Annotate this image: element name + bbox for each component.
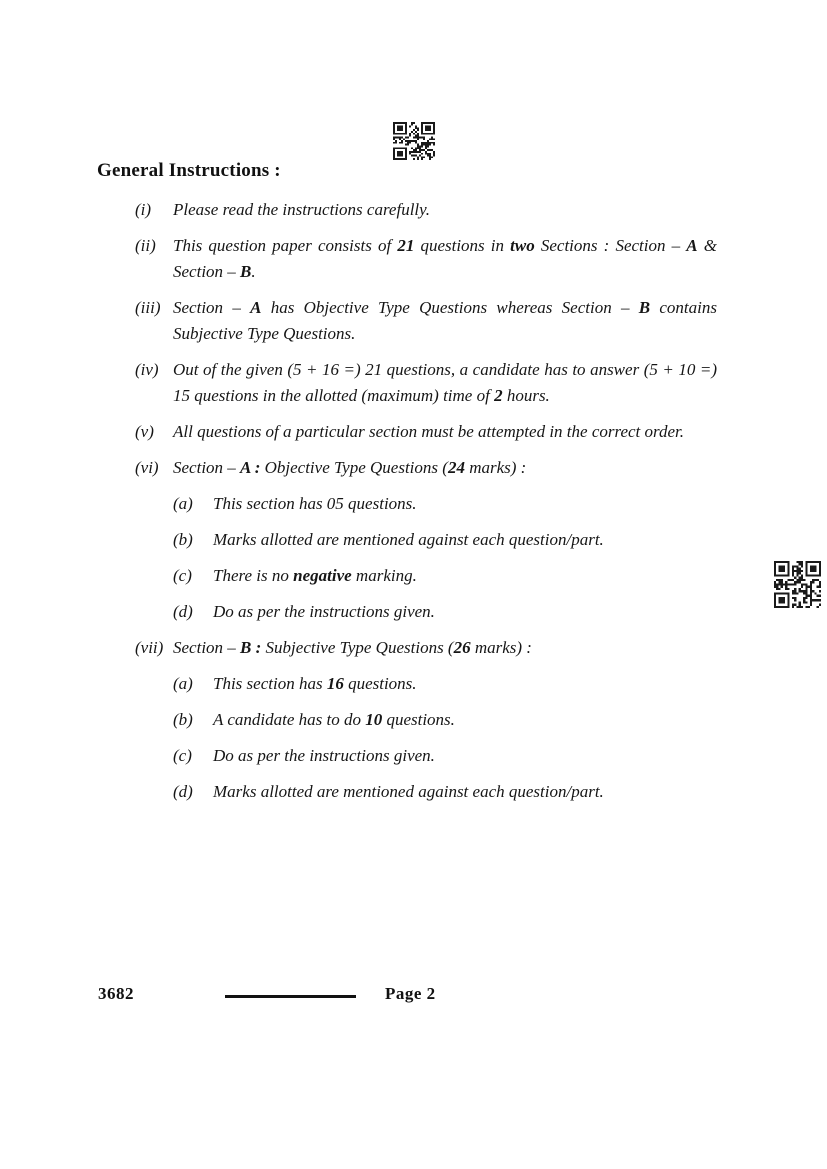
instruction-v-text-0: All questions of a particular section must be attempted in the correct order. <box>173 422 685 441</box>
instruction-vii-b-text-2: questions. <box>382 710 455 729</box>
instruction-vii-a-text-2: questions. <box>343 674 417 693</box>
instruction-iii-text-4: contains Subjective Type Questions. <box>173 298 717 343</box>
page-title: General Instructions : <box>97 160 281 181</box>
instruction-i-text-0: Please read the instructions carefully. <box>173 200 431 219</box>
paper-code: 3682 <box>98 984 134 1003</box>
instruction-iv-body <box>173 357 717 409</box>
instruction-vi-d-body <box>213 599 717 625</box>
instruction-ii-text-1: 21 <box>397 236 415 255</box>
instruction-ii-text-2: questions in <box>414 236 511 255</box>
instruction-v-number: (v) <box>135 422 154 441</box>
instruction-iii-text-0: Section – <box>173 298 251 317</box>
instruction-vi-c-text-2: marking. <box>351 566 417 585</box>
instruction-ii-text-0: This question paper consists of <box>173 236 398 255</box>
instruction-vii-d-body <box>213 779 717 805</box>
instruction-vi-c-text-1: negative <box>293 566 352 585</box>
instruction-iv-text-1: 2 <box>494 386 503 405</box>
instruction-vii-d <box>173 779 717 805</box>
instruction-vi <box>135 455 717 625</box>
instruction-ii-text-4: Sections : Section – <box>534 236 687 255</box>
instruction-vi-sublist <box>173 491 717 625</box>
instruction-vi-body <box>173 455 717 625</box>
instruction-vi-text-0: Section – <box>173 458 241 477</box>
instruction-vii-c-text-0: Do as per the instructions given. <box>213 746 435 765</box>
instruction-vi-a-letter: (a) <box>173 494 193 513</box>
instruction-iv-text-2: hours. <box>502 386 550 405</box>
qr-code-right-icon <box>774 561 821 608</box>
instruction-vi-d <box>173 599 717 625</box>
instruction-ii-number: (ii) <box>135 236 156 255</box>
instruction-vi-b-body <box>213 527 717 553</box>
instruction-vii-a-text-1: 16 <box>326 674 344 693</box>
instruction-ii-text-5: A <box>686 236 698 255</box>
instruction-vii-a-text-0: This section has <box>213 674 327 693</box>
instruction-vii-text-1: B : <box>240 638 262 657</box>
instruction-vi-b-text-0: Marks allotted are mentioned against each question/part. <box>213 530 604 549</box>
instruction-vii-body <box>173 635 717 805</box>
instruction-ii <box>135 233 717 285</box>
instruction-i <box>135 197 717 223</box>
instruction-iii-body <box>173 295 717 347</box>
instruction-vii-a <box>173 671 717 697</box>
instruction-vii-c-body <box>213 743 717 769</box>
instruction-vii-a-body <box>213 671 717 697</box>
instruction-vi-c-body <box>213 563 717 589</box>
instruction-vii-c <box>173 743 717 769</box>
instruction-iii-text-1: A <box>250 298 262 317</box>
instruction-vii-text-0: Section – <box>173 638 241 657</box>
instruction-vii-sublist <box>173 671 717 805</box>
instruction-vii-b-body <box>213 707 717 733</box>
page-footer <box>0 984 827 1008</box>
instruction-v-body <box>173 419 717 445</box>
instruction-ii-text-6: & Section – <box>173 236 717 281</box>
instruction-ii-text-7: B <box>240 262 252 281</box>
instruction-i-body <box>173 197 717 223</box>
instruction-vi-c <box>173 563 717 589</box>
instruction-vi-a <box>173 491 717 517</box>
qr-code-top-icon <box>393 122 435 160</box>
instruction-vii-d-letter: (d) <box>173 782 193 801</box>
instruction-iv-text-0: Out of the given (5 + 16 =) 21 questions, a candidate has to answer (5 + 10 =) 15 questions in the allotted (maximum) time of <box>173 360 717 405</box>
instruction-vii-a-letter: (a) <box>173 674 193 693</box>
instruction-vi-text-3: 24 <box>447 458 465 477</box>
instruction-vii-b-text-0: A candidate has to do <box>213 710 366 729</box>
instruction-ii-text-8: . <box>251 262 256 281</box>
instruction-vi-b-letter: (b) <box>173 530 193 549</box>
instruction-v <box>135 419 717 445</box>
footer-divider <box>225 995 356 998</box>
instruction-vi-text-2: Objective Type Questions ( <box>260 458 448 477</box>
instruction-vi-d-letter: (d) <box>173 602 193 621</box>
instruction-vi-a-body <box>213 491 717 517</box>
instruction-vii-b-letter: (b) <box>173 710 193 729</box>
instruction-vi-text-1: A : <box>240 458 261 477</box>
instruction-vii-d-text-0: Marks allotted are mentioned against each question/part. <box>213 782 604 801</box>
instruction-vii-text-2: Subjective Type Questions ( <box>261 638 454 657</box>
instruction-vii-b-text-1: 10 <box>365 710 383 729</box>
instruction-vii-number: (vii) <box>135 638 164 657</box>
instruction-iii-number: (iii) <box>135 298 161 317</box>
instruction-iii-text-2: has Objective Type Questions whereas Section – <box>261 298 639 317</box>
instruction-vii-text-3: 26 <box>453 638 471 657</box>
instruction-iv-number: (iv) <box>135 360 159 379</box>
instruction-vii-text-4: marks) : <box>470 638 532 657</box>
instruction-vii-c-letter: (c) <box>173 746 192 765</box>
instruction-vii <box>135 635 717 805</box>
instruction-vi-c-text-0: There is no <box>213 566 294 585</box>
instruction-i-number: (i) <box>135 200 152 219</box>
instruction-iii-text-3: B <box>638 298 651 317</box>
instruction-iv <box>135 357 717 409</box>
instruction-iii <box>135 295 717 347</box>
instruction-ii-body <box>173 233 717 285</box>
instruction-vi-number: (vi) <box>135 458 159 477</box>
instruction-vi-b <box>173 527 717 553</box>
instruction-vi-a-text-0: This section has 05 questions. <box>213 494 417 513</box>
instruction-vi-c-letter: (c) <box>173 566 192 585</box>
page-number: Page 2 <box>385 984 436 1003</box>
instruction-vii-b <box>173 707 717 733</box>
instruction-vi-d-text-0: Do as per the instructions given. <box>213 602 435 621</box>
instruction-vi-text-4: marks) : <box>464 458 527 477</box>
instruction-ii-text-3: two <box>510 236 535 255</box>
instructions-list <box>135 197 717 815</box>
